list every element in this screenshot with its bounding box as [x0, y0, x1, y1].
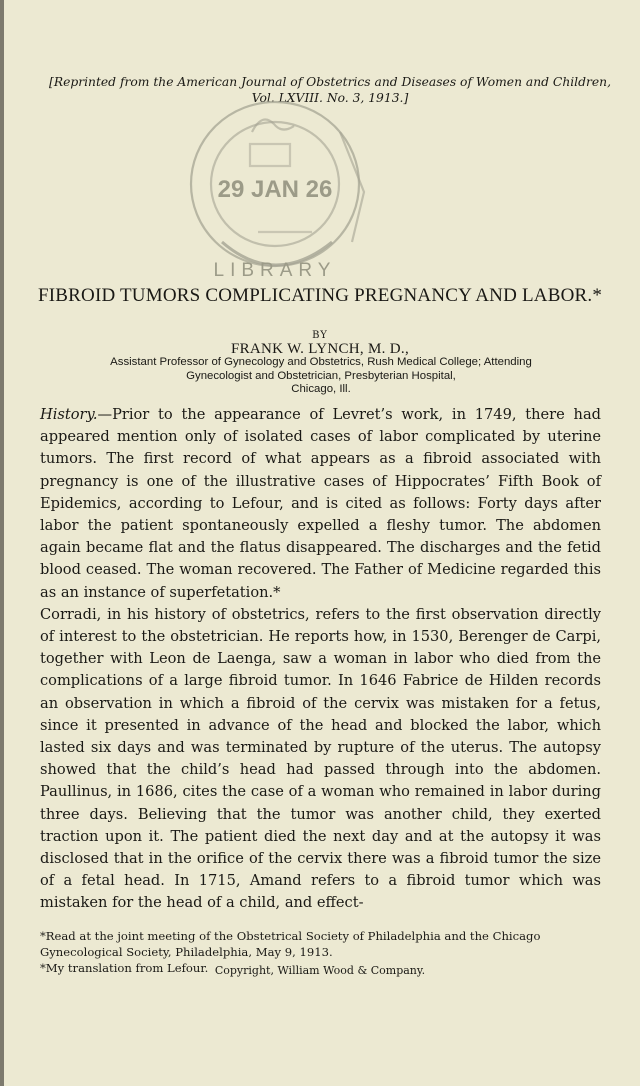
section-label-history: History. [40, 406, 98, 423]
author-name: FRANK W. LYNCH, M. D., [230, 341, 410, 357]
stamp-arc-text: LIBRARY [213, 260, 337, 281]
body-paragraph [40, 404, 601, 604]
page-spine-edge [0, 0, 4, 1086]
paragraph-text: —Prior to the appearance of Levret’s work, in 1749, there had appeared mention only of isolated cases of labor complicated by uterine tumors. The first record of what appears as a fibroid associated with pregnancy is one of the illustrative cases of Hippocrates’ Fifth Book of Epidemics, according to Lefour, and is cited as follows: Forty days after labor the patient spontaneously expelled a fleshy tumor. The abdomen again became flat and the flatus disappeared. The discharges and the fetid blood ceased. The woman recovered. The Father of Medicine regarded this as an instance of superfetation.* [40, 406, 601, 601]
reprint-note: [Reprinted from the American Journal of Obstetrics and Diseases of Women and Children, Vol. LXVIII. No. 3, 1913.] [49, 75, 611, 105]
affiliation-line: Assistant Professor of Gynecology and Obstetrics, Rush Medical College; Attending [110, 356, 532, 368]
author-affiliation [42, 356, 600, 397]
article-body [40, 404, 601, 915]
byline-by: BY [312, 330, 328, 341]
body-paragraph: Corradi, in his history of obstetrics, refers to the first observation directly of interest to the obstetrician. He reports how, in 1530, Berenger de Carpi, together with Leon de Laenga, saw a woman in labor who died from the complications of a large fibroid tumor. In 1646 Fabrice de Hilden records an observation in which a fibroid of the cervix was mistaken for a fetus, since it presented in advance of the head and blocked the labor, which lasted six days and was terminated by rupture of the uterus. The autopsy showed that the child’s head had passed through into the abdomen. Paullinus, in 1686, cites the case of a woman who remained in labor during three days. Believing that the tumor was another child, they exerted traction upon it. The patient died the next day and at the autopsy it was disclosed that in the orifice of the cervix there was a fibroid tumor the size of a fetal head. In 1715, Amand refers to a fibroid tumor which was mistaken for the head of a child, and effect- [40, 605, 601, 912]
affiliation-line: Gynecologist and Obstetrician, Presbyterian Hospital, [186, 369, 456, 382]
article-title: FIBROID TUMORS COMPLICATING PREGNANCY AND LABOR.* [37, 285, 603, 306]
footnote: *Read at the joint meeting of the Obstetrical Society of Philadelphia and the Chicago Gynecological Society, Philadelphia, May 9, 1913. [40, 929, 541, 959]
stamp-date: 29 JAN 26 [217, 176, 333, 203]
footnote: *My translation from Lefour. [40, 961, 209, 975]
copyright-line: Copyright, William Wood & Company. [214, 964, 426, 977]
library-stamp [162, 92, 388, 302]
affiliation-line: Chicago, Ill. [291, 383, 351, 395]
